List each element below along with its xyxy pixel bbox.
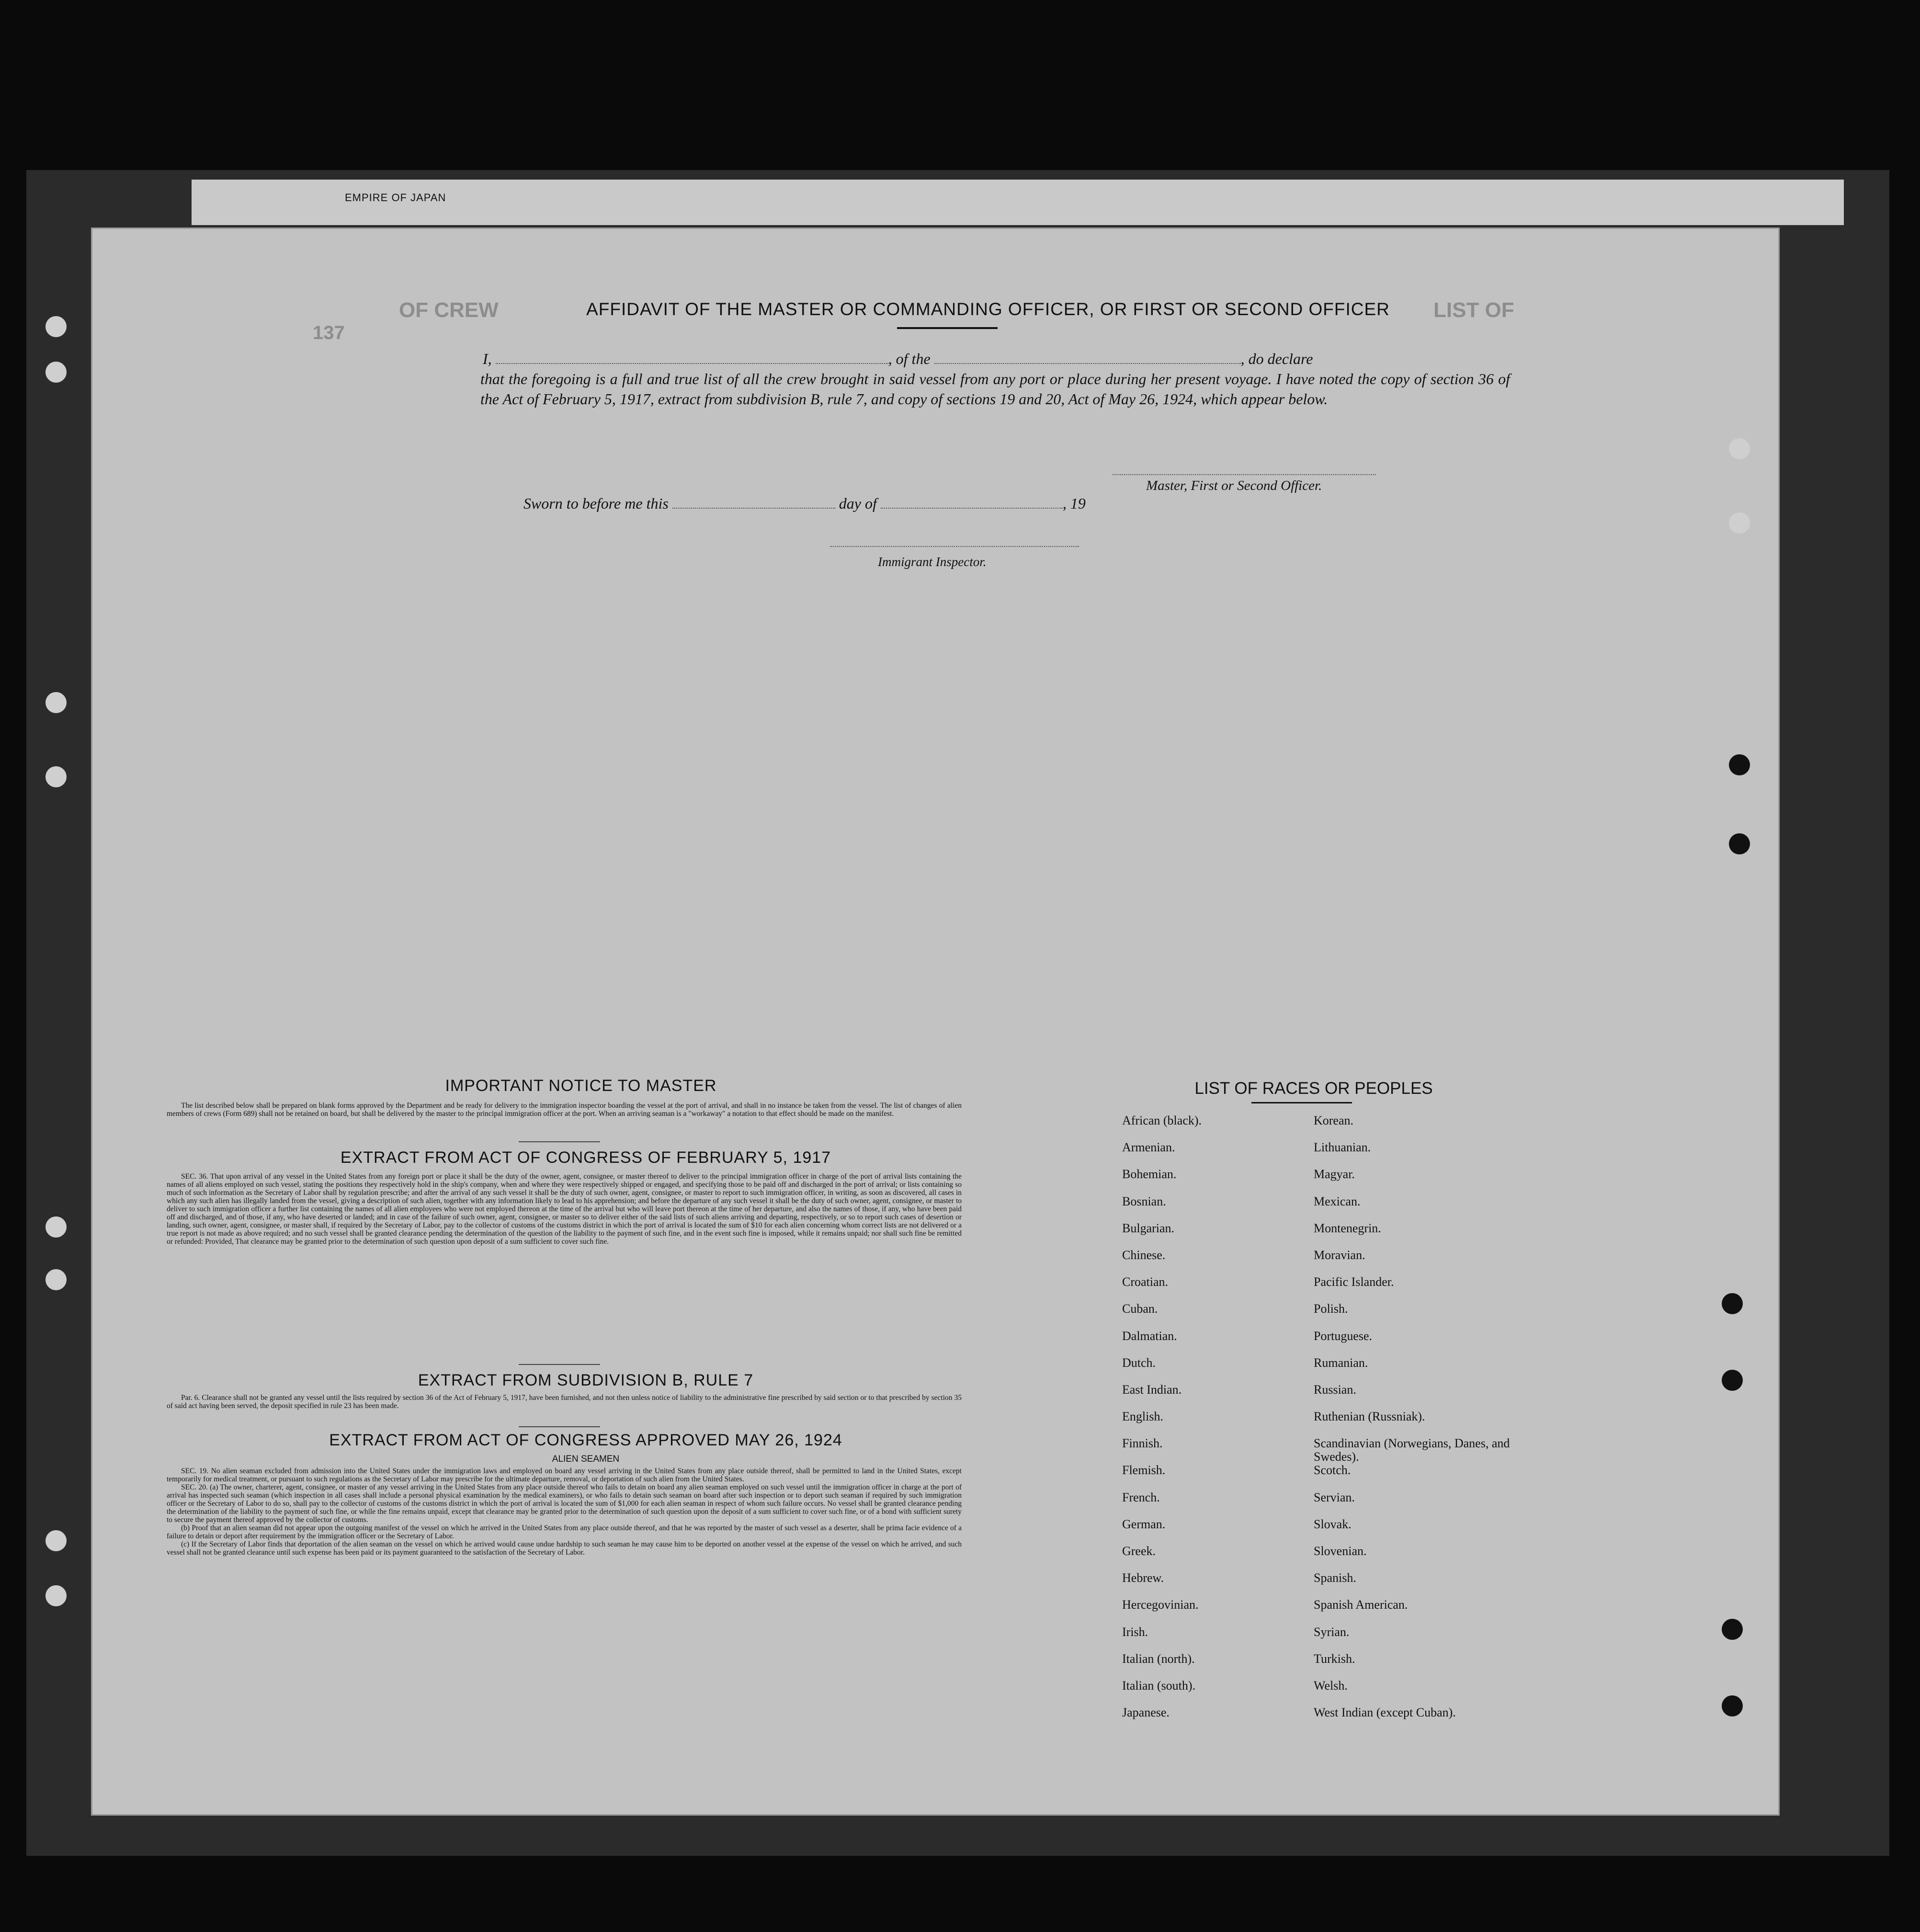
binder-hole — [1729, 754, 1750, 775]
sworn-line — [523, 495, 1086, 512]
race-item: Slovak. — [1314, 1517, 1352, 1531]
race-item: Hebrew. — [1122, 1571, 1164, 1585]
year-label: , 19 — [1062, 495, 1086, 512]
race-item: Polish. — [1314, 1302, 1348, 1316]
race-item: Turkish. — [1314, 1651, 1355, 1666]
manifest-sheet — [91, 227, 1780, 1816]
race-item: Dutch. — [1122, 1355, 1156, 1370]
race-item: Italian (south). — [1122, 1678, 1196, 1693]
race-item: Spanish. — [1314, 1571, 1356, 1585]
vessel-name-blank — [934, 351, 1241, 364]
race-item: Korean. — [1314, 1114, 1354, 1127]
race-item: Italian (north). — [1122, 1651, 1195, 1666]
binder-hole — [1729, 438, 1750, 459]
sec-20a: SEC. 20. (a) The owner, charterer, agent, consignee, or master of any vessel arriving in the United States from any place outside thereof who fails to detain on board any alien seaman employed on such vessel until the immigration officer in charge at the port of arrival has inspected such seaman (which inspection in all cases shall include a personal physical examination by the medical examiners), or who fails to detain such seaman on board after such inspection or to deport such seaman if required by such immigration officer or the Secretary of Labor to do so, shall pay to the collector of customs of the customs district in which the port of arrival is located the sum of $1,000 for each alien seaman in respect of whom such failure occurs. No vessel shall be granted clearance pending the determination of the liability to the payment of such fine, or while the fine remains unpaid, except that clearance may be granted prior to the determination of such question upon the deposit of a sum sufficient to cover such fine, or of a bond with sufficient surety to secure the payment thereof approved by the collector of customs. — [167, 1483, 962, 1524]
race-item: East Indian. — [1122, 1382, 1182, 1397]
race-item: Croatian. — [1122, 1275, 1169, 1289]
race-item: German. — [1122, 1517, 1166, 1531]
race-item: Rumanian. — [1314, 1355, 1368, 1370]
officer-label: Master, First or Second Officer. — [1146, 478, 1322, 493]
extract-rule7-body: Par. 6. Clearance shall not be granted any vessel until the lists required by section 36 of the Act of February 5, 1917, have been furnished, and not then unless notice of liability to the administrative fine prescribed by said section or to that prescribed by section 35 of said act having been served, the deposit specified in rule 23 has been made. — [167, 1394, 962, 1410]
race-item: Japanese. — [1122, 1705, 1170, 1720]
races-column-2 — [1314, 1114, 1529, 1733]
affidavit-i: I, — [483, 350, 492, 367]
binder-hole — [45, 316, 67, 337]
bleed-through-text: 137 — [313, 322, 345, 343]
binder-hole — [45, 1269, 67, 1290]
binder-hole — [45, 1216, 67, 1238]
race-item: Hercegovinian. — [1122, 1598, 1199, 1612]
race-item: French. — [1122, 1490, 1160, 1504]
sec-20b: (b) Proof that an alien seaman did not appear upon the outgoing manifest of the vessel on which he arrived in the United States from any place outside thereof, and that he was reported by the master of such vessel as a deserter, shall be prima facie evidence of a failure to detain or deport after requirement by the immigration officer or the Secretary of Labor. — [167, 1524, 962, 1540]
binder-hole — [1722, 1293, 1743, 1314]
race-item: Syrian. — [1314, 1625, 1350, 1639]
binder-hole — [1729, 512, 1750, 534]
mount-label: EMPIRE OF JAPAN — [345, 192, 446, 204]
race-item: English. — [1122, 1409, 1163, 1424]
race-item: Welsh. — [1314, 1678, 1348, 1693]
binder-hole — [45, 766, 67, 787]
race-item: Russian. — [1314, 1382, 1356, 1397]
binder-hole — [1722, 1695, 1743, 1716]
sec-20c: (c) If the Secretary of Labor finds that deportation of the alien seaman on the vessel on which he arrived would cause undue hardship to such seaman he may cause him to be deported on another vessel at the expense of the vessel on which he arrived, and such vessel shall not be granted clearance until such expense has been paid or its payment guaranteed to the satisfaction of the Secretary of Labor. — [167, 1540, 962, 1557]
race-item: Finnish. — [1122, 1436, 1163, 1451]
bleed-through-text: LIST OF — [1433, 298, 1514, 322]
officer-signature-line — [1113, 473, 1376, 475]
binder-hole — [1722, 1370, 1743, 1391]
race-item: Irish. — [1122, 1625, 1148, 1639]
affidavit-declare: , do declare — [1240, 350, 1313, 367]
notice-body: The list described below shall be prepared on blank forms approved by the Department and be ready for delivery to the immigration inspector boarding the vessel at the port of arrival, and shall in no instance be taken from the vessel. The list of changes of alien members of crews (Form 689) shall not be retained on board, but shall be delivered by the master to the principal immigration officer at the port. When an arriving seaman is a "workaway" a notation to that effect should be made on the manifest. — [167, 1102, 962, 1118]
binder-hole — [45, 362, 67, 383]
race-item: Flemish. — [1122, 1463, 1166, 1477]
race-item: Slovenian. — [1314, 1544, 1367, 1558]
race-item: Bulgarian. — [1122, 1221, 1175, 1235]
section-rule — [519, 1426, 600, 1427]
race-item: Pacific Islander. — [1314, 1275, 1394, 1289]
race-item: West Indian (except Cuban). — [1314, 1705, 1456, 1720]
sec-19: SEC. 19. No alien seaman excluded from admission into the United States under the immigration laws and employed on board any vessel arriving in the United States from any place outside thereof, shall be permitted to land in the United States, except temporarily for medical treatment, or pursuant to such regulations as the Secretary of Labor may prescribe for the ultimate departure, removal, or deportation of such alien from the United States. — [167, 1467, 962, 1483]
race-item: Greek. — [1122, 1544, 1156, 1558]
affidavit-of-the: , of the — [888, 350, 931, 367]
notice-title: IMPORTANT NOTICE TO MASTER — [445, 1077, 717, 1095]
extract-1917-title: EXTRACT FROM ACT OF CONGRESS OF FEBRUARY 5, 1917 — [340, 1148, 831, 1167]
extract-1924-body — [167, 1467, 962, 1557]
affidavit-title: AFFIDAVIT OF THE MASTER OR COMMANDING OFFICER, OR FIRST OR SECOND OFFICER — [586, 299, 1390, 319]
race-item: Bosnian. — [1122, 1194, 1166, 1208]
race-item: Dalmatian. — [1122, 1329, 1177, 1343]
race-item: Bohemian. — [1122, 1167, 1177, 1182]
binder-hole — [1722, 1619, 1743, 1640]
section-rule — [519, 1141, 600, 1142]
races-rule — [1251, 1102, 1352, 1103]
race-item: Portuguese. — [1314, 1329, 1373, 1343]
extract-1924-subtitle: ALIEN SEAMEN — [552, 1454, 620, 1464]
affidavit-body: that the foregoing is a full and true list of all the crew brought in said vessel from any port or place during her present voyage. I have noted the copy of section 36 of the Act of February 5, 1917, extract from subdivision B, rule 7, and copy of sections 19 and 20, Act of May 26, 1924, which appear below. — [480, 370, 1510, 408]
inspector-signature-line — [830, 545, 1079, 547]
bleed-through-text: OF CREW — [399, 298, 499, 322]
race-item: Magyar. — [1314, 1167, 1355, 1182]
inspector-label: Immigrant Inspector. — [878, 555, 987, 569]
race-item: Moravian. — [1314, 1248, 1365, 1262]
master-name-blank — [496, 351, 888, 364]
affidavit-text — [480, 349, 1510, 409]
extract-rule7-title: EXTRACT FROM SUBDIVISION B, RULE 7 — [418, 1371, 754, 1389]
extract-1924-title: EXTRACT FROM ACT OF CONGRESS APPROVED MAY 26, 1924 — [329, 1431, 842, 1449]
race-item: Chinese. — [1122, 1248, 1166, 1262]
section-rule — [519, 1364, 600, 1365]
race-item: Armenian. — [1122, 1140, 1175, 1155]
extract-1917-body: SEC. 36. That upon arrival of any vessel in the United States from any foreign port or place it shall be the duty of the owner, agent, consignee, or master thereof to deliver to the principal immigration officer in charge of the port of arrival lists containing the names of all aliens employed on such vessel, stating the positions they respectively hold in the ship's company, when and where they were respectively shipped or engaged, and specifying those to be paid off and discharged in the port of arrival; or lists containing so much of such information as the Secretary of Labor shall by regulation prescribe; and after the arrival of any such vessel it shall be the duty of such owner, agent, consignee, or master to report to such immigration officer, in writing, as soon as discovered, all cases in which any such alien has illegally landed from the vessel, giving a description of such alien, together with any information likely to lead to his apprehension; and before the departure of any such vessel it shall be the duty of such owner, agent, consignee, or master to deliver to such immigration officer a further list containing the names of all alien employees who were not employed thereon at the time of the arrival but who will leave port thereon at the time of her departure, and also the names of those, if any, who have been paid off and discharged, and of those, if any, who have deserted or landed; and in case of the failure of such owner, agent, consignee, or master so to deliver either of the said lists of such aliens arriving and departing, respectively, or so to report such cases of desertion or landing, such owner, agent, consignee, or master shall, if required by the Secretary of Labor, pay to the collector of customs of the customs district in which the port of arrival is located the sum of $10 for each alien concerning whom correct lists are not delivered or a true report is not made as above required; and no such vessel shall be granted clearance pending the determination of the question of the liability to the payment of such fine, and in the event such fine is imposed, while it remains unpaid; nor shall such fine be remitted or refunded: Provided, That clearance may be granted prior to the determination of such question upon deposit of a sum sufficient to cover such fine. — [167, 1172, 962, 1246]
race-item: Scandinavian (Norwegians, Danes, and Swedes). — [1314, 1436, 1510, 1464]
race-item: Ruthenian (Russniak). — [1314, 1409, 1425, 1424]
races-column-1 — [1122, 1114, 1202, 1733]
race-item: Scotch. — [1314, 1463, 1351, 1477]
race-item: Servian. — [1314, 1490, 1355, 1504]
binder-hole — [45, 1530, 67, 1551]
title-rule — [897, 327, 998, 329]
race-item: Montenegrin. — [1314, 1221, 1381, 1235]
race-item: Spanish American. — [1314, 1598, 1408, 1612]
day-of-label: day of — [839, 495, 877, 512]
binder-hole — [1729, 833, 1750, 854]
binder-hole — [45, 692, 67, 713]
binder-hole — [45, 1585, 67, 1606]
races-title: LIST OF RACES OR PEOPLES — [1194, 1079, 1433, 1098]
race-item: Cuban. — [1122, 1302, 1158, 1316]
race-item: Mexican. — [1314, 1194, 1361, 1208]
race-item: Lithuanian. — [1314, 1140, 1371, 1155]
race-item: African (black). — [1122, 1114, 1202, 1127]
sworn-label: Sworn to before me this — [523, 495, 669, 512]
